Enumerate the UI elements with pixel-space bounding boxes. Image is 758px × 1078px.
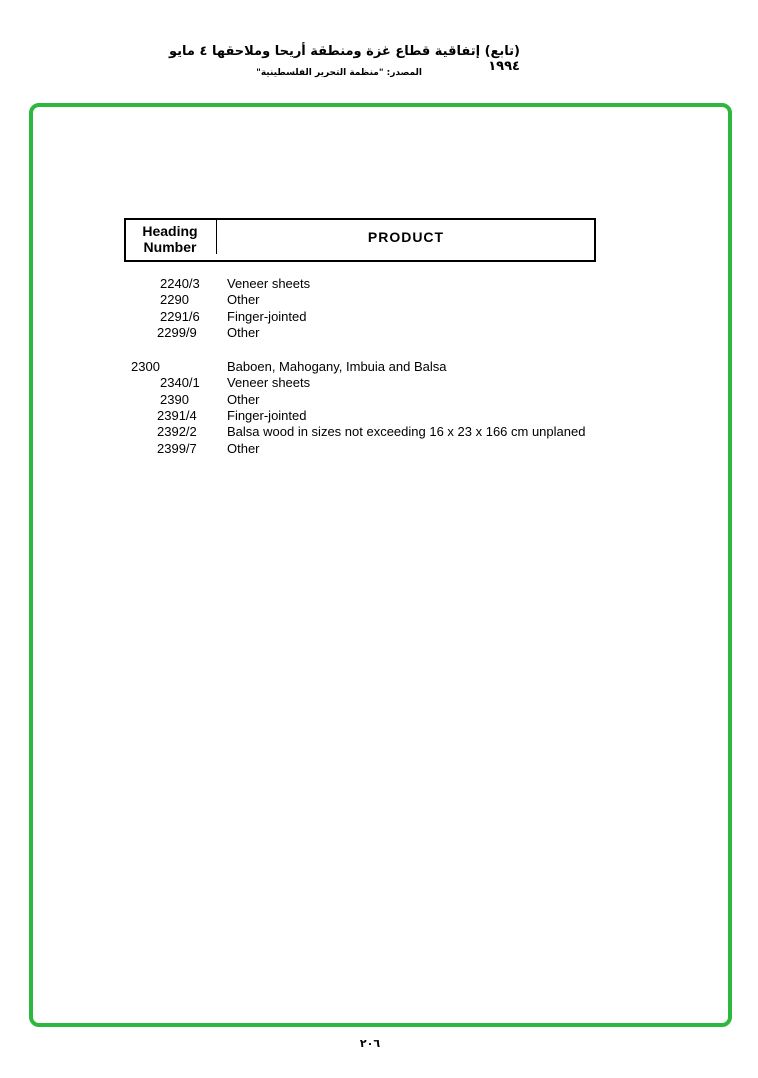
heading-number: 2391/4 xyxy=(157,408,197,423)
heading-number: 2392/2 xyxy=(157,424,197,439)
heading-number: 2300 xyxy=(131,359,160,374)
product-column-header: PRODUCT xyxy=(367,229,445,245)
heading-number: 2240/3 xyxy=(160,276,200,291)
header-divider xyxy=(216,220,217,254)
heading-number: 2399/7 xyxy=(157,441,197,456)
table-header xyxy=(124,218,596,262)
product-description: Balsa wood in sizes not exceeding 16 x 23 x 166 cm unplaned xyxy=(227,424,586,439)
document-title: (تابع) إتفاقية قطاع غزة ومنطقة أريحا وملاحقها ٤ مايو ١٩٩٤ xyxy=(169,44,520,74)
document-source: المصدر: "منظمة التحرير الفلسطينية" xyxy=(256,68,422,78)
page-number: ٢٠٦ xyxy=(359,1037,381,1050)
heading-number: 2390 xyxy=(160,392,189,407)
product-description: Other xyxy=(227,441,260,456)
heading-number: 2340/1 xyxy=(160,375,200,390)
product-description: Veneer sheets xyxy=(227,276,311,291)
heading-number: 2291/6 xyxy=(160,309,200,324)
product-description: Other xyxy=(227,392,260,407)
product-description: Other xyxy=(227,292,260,307)
product-description: Other xyxy=(227,325,260,340)
product-description: Finger-jointed xyxy=(227,408,307,423)
heading-number-column-header xyxy=(126,223,214,255)
heading-label-line2: Number xyxy=(143,239,197,255)
product-description: Veneer sheets xyxy=(227,375,311,390)
product-description: Finger-jointed xyxy=(227,309,307,324)
heading-number: 2290 xyxy=(160,292,189,307)
heading-label-line1: Heading xyxy=(142,223,198,239)
product-description: Baboen, Mahogany, Imbuia and Balsa xyxy=(227,359,447,374)
heading-number: 2299/9 xyxy=(157,325,197,340)
